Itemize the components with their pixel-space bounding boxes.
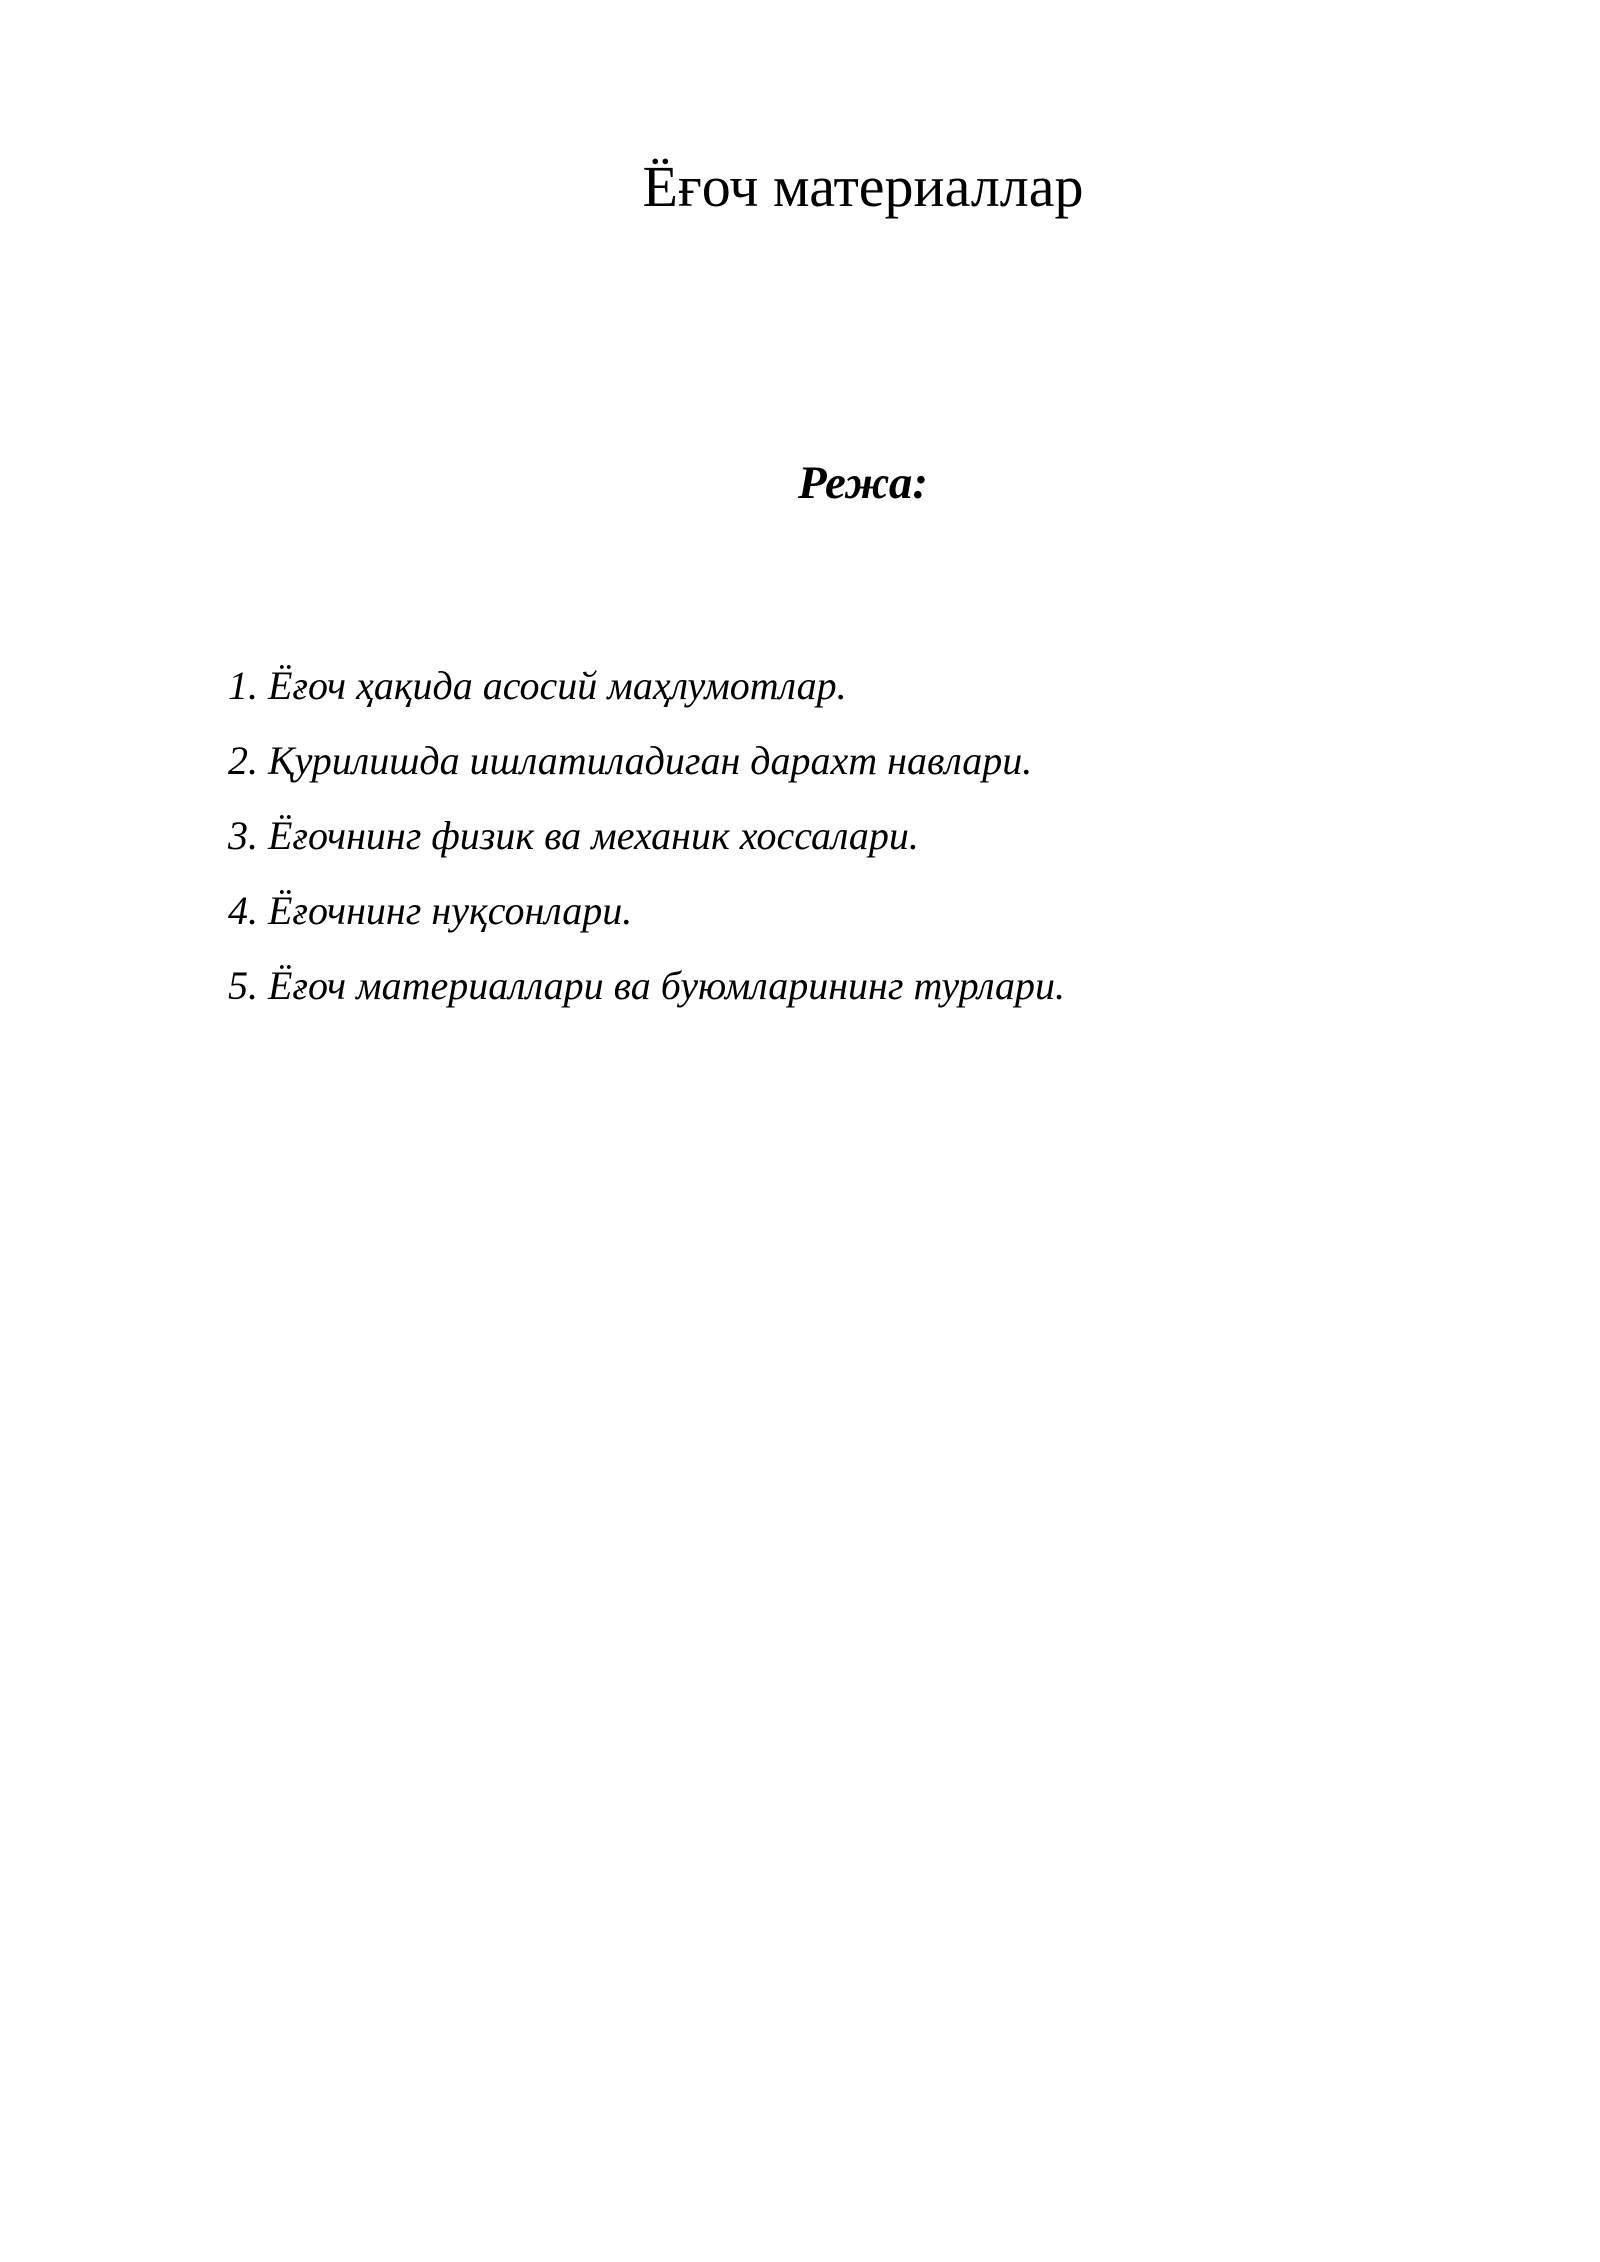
plan-item-5: 5. Ёғоч материаллари ва буюмларининг турлари. <box>228 963 1066 1008</box>
document-title: Ёғоч материаллар <box>642 154 1084 219</box>
plan-heading: Режа: <box>798 457 928 509</box>
plan-list <box>228 663 1065 1038</box>
plan-item-2: 2. Қурилишда ишлатиладиган дарахт навлари. <box>228 738 1033 783</box>
plan-item-3: 3. Ёғочнинг физик ва механик хоссалари. <box>228 813 919 858</box>
plan-item-1: 1. Ёғоч ҳақида асосий маҳлумотлар. <box>228 663 847 708</box>
plan-item-4: 4. Ёғочнинг нуқсонлари. <box>228 888 633 933</box>
